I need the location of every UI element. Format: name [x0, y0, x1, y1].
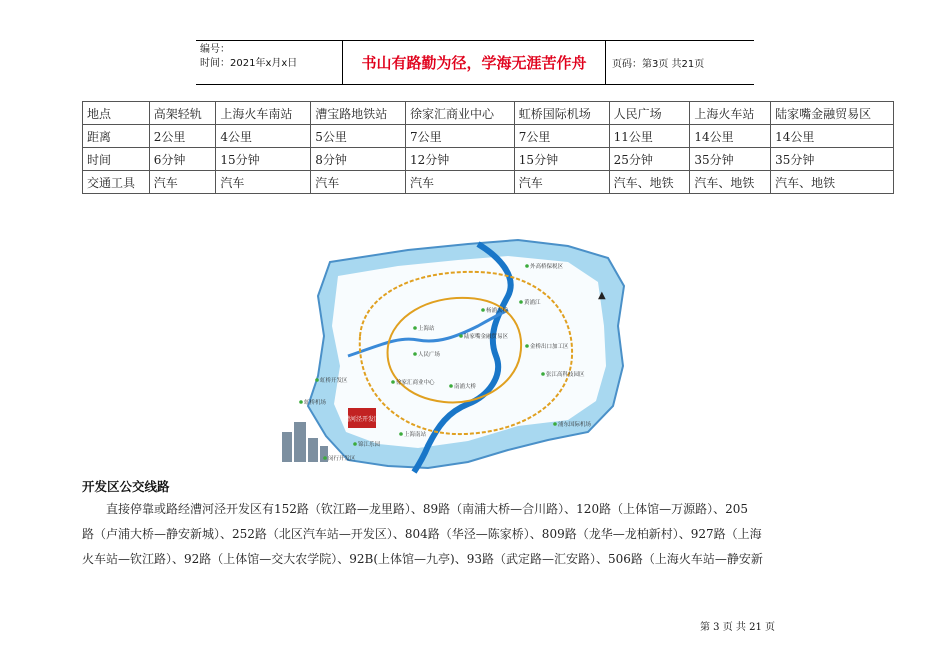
- table-cell: 11公里: [609, 125, 690, 148]
- section-title: 开发区公交线路: [82, 479, 170, 494]
- map-point-icon: [315, 378, 319, 382]
- table-cell: 15分钟: [514, 148, 609, 171]
- map-label: 陆家嘴金融贸易区: [464, 334, 509, 340]
- map-point-icon: [525, 264, 529, 268]
- map-point-icon: [519, 300, 523, 304]
- map-label: 虹桥机场: [304, 400, 327, 406]
- table-cell: 汽车、地铁: [771, 171, 894, 194]
- table-cell: 35分钟: [690, 148, 771, 171]
- table-cell: 8分钟: [311, 148, 406, 171]
- table-cell: 汽车、地铁: [609, 171, 690, 194]
- table-row: [83, 102, 894, 125]
- map-point-icon: [541, 372, 545, 376]
- paragraph-line: 路（卢浦大桥—静安新城）、252路（北区汽车站—开发区）、804路（华泾—陈家桥）、809路（龙华—龙柏新村）、927路（上海: [82, 527, 762, 541]
- table-cell: 15分钟: [216, 148, 311, 171]
- table-cell: 5公里: [311, 125, 406, 148]
- table-cell: 汽车、地铁: [690, 171, 771, 194]
- table-cell: 时间: [83, 148, 150, 171]
- table-cell: 人民广场: [609, 102, 690, 125]
- table-cell: 6分钟: [149, 148, 216, 171]
- map-point-icon: [553, 422, 557, 426]
- table-cell: 地点: [83, 102, 150, 125]
- map-label: 锦江乐园: [358, 442, 381, 448]
- map-point-icon: [481, 308, 485, 312]
- map-label: 黄浦江: [524, 300, 541, 306]
- map-label: 金桥出口加工区: [530, 344, 569, 350]
- map-point-icon: [525, 344, 529, 348]
- table-row: [83, 148, 894, 171]
- motto: 书山有路勤为径，学海无涯苦作舟: [342, 41, 606, 84]
- table-cell: 汽车: [311, 171, 406, 194]
- map-label: 虹桥开发区: [320, 378, 348, 384]
- time-label: 时间：2021年x月x日: [200, 58, 298, 69]
- table-cell: 距离: [83, 125, 150, 148]
- table-cell: 汽车: [514, 171, 609, 194]
- table-cell: 12分钟: [405, 148, 514, 171]
- map-label: 南浦大桥: [454, 384, 477, 390]
- page-footer: 第 3 页 共 21 页: [700, 622, 775, 633]
- table-cell: 7公里: [405, 125, 514, 148]
- table-cell: 25分钟: [609, 148, 690, 171]
- map-label: 闵行开发区: [328, 456, 356, 462]
- map-point-icon: [299, 400, 303, 404]
- table-cell: 陆家嘴金融贸易区: [771, 102, 894, 125]
- page-header: [196, 40, 754, 85]
- table-cell: 14公里: [771, 125, 894, 148]
- table-cell: 4公里: [216, 125, 311, 148]
- map-point-icon: [413, 326, 417, 330]
- table-cell: 上海火车南站: [216, 102, 311, 125]
- map-point-icon: [323, 456, 327, 460]
- map-label: 外高桥保税区: [530, 264, 564, 270]
- map-point-icon: [413, 352, 417, 356]
- map-label: 杨浦大桥: [486, 308, 509, 314]
- map-point-icon: [459, 334, 463, 338]
- table-row: [83, 171, 894, 194]
- table-cell: 虹桥国际机场: [514, 102, 609, 125]
- map-point-icon: [353, 442, 357, 446]
- table-cell: 14公里: [690, 125, 771, 148]
- paragraph-line: 直接停靠或路经漕河泾开发区有152路（钦江路—龙里路）、89路（南浦大桥—合川路）、120路（上体馆—万源路）、205: [106, 502, 748, 516]
- map-label: 张江高科技园区: [546, 372, 585, 378]
- number-label: 编号：: [200, 44, 230, 55]
- table-cell: 7公里: [514, 125, 609, 148]
- table-cell: 35分钟: [771, 148, 894, 171]
- map-point-icon: [391, 380, 395, 384]
- map-label: 人民广场: [418, 352, 441, 358]
- table-cell: 高架轻轨: [149, 102, 216, 125]
- location-map: [268, 236, 634, 474]
- map-label: 上海南站: [404, 432, 427, 438]
- table-cell: 汽车: [405, 171, 514, 194]
- table-cell: 汽车: [216, 171, 311, 194]
- table-cell: 2公里: [149, 125, 216, 148]
- table-row: [83, 125, 894, 148]
- distance-table: [82, 101, 894, 194]
- map-label: 上海站: [418, 326, 435, 332]
- map-label: 浦东国际机场: [558, 422, 592, 428]
- table-cell: 漕宝路地铁站: [311, 102, 406, 125]
- page-info: 页码：第3页 共21页: [612, 59, 705, 70]
- north-arrow-icon: ▲: [598, 290, 606, 301]
- map-label: 徐家汇商业中心: [396, 380, 435, 386]
- header-meta: [196, 41, 342, 84]
- table-cell: 交通工具: [83, 171, 150, 194]
- map-point-icon: [399, 432, 403, 436]
- table-cell: 徐家汇商业中心: [405, 102, 514, 125]
- map-point-icon: [449, 384, 453, 388]
- table-cell: 汽车: [149, 171, 216, 194]
- paragraph-line: 火车站—钦江路）、92路（上体馆—交大农学院）、92B(上体馆—九亭)、93路（武定路—汇安路）、506路（上海火车站—静安新: [82, 552, 763, 566]
- table-cell: 上海火车站: [690, 102, 771, 125]
- bus-lines-paragraph: [82, 497, 894, 572]
- zone-label: 漕河泾开发区: [343, 416, 381, 423]
